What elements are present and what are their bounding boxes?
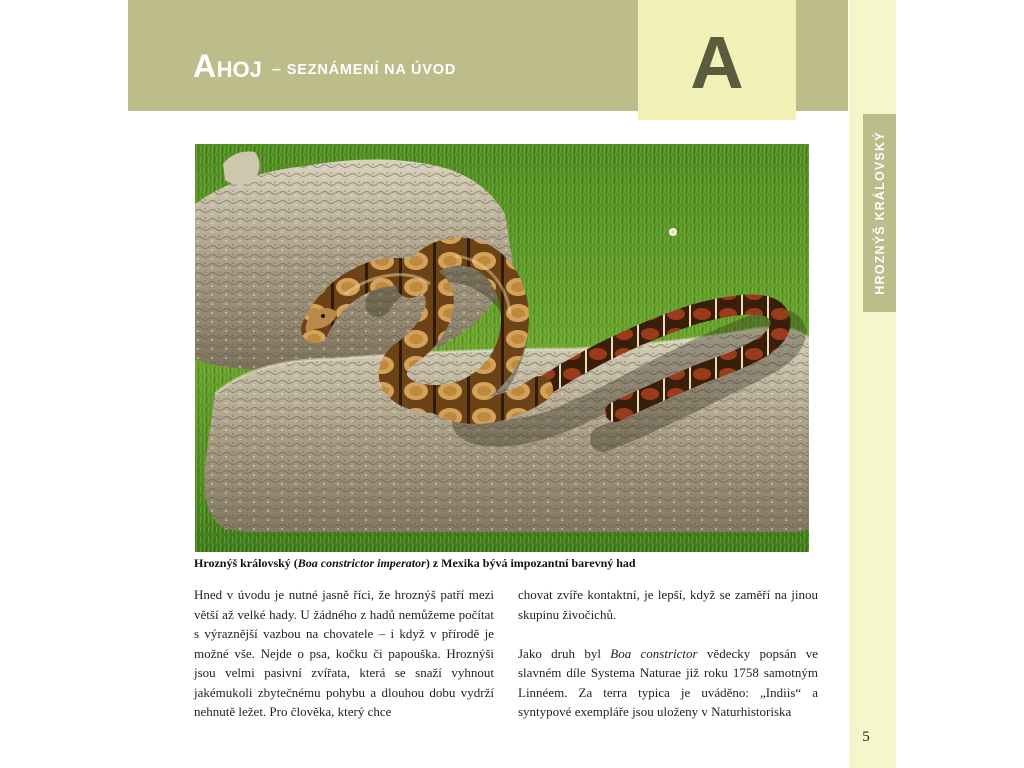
title-dash: – <box>271 61 281 78</box>
paragraph-text: vědecky popsán ve slavném díle Systema Naturae již roku 1758 samotným Linnéem. Za terra typica je uváděno: „Indiis“ a syntypové exempláře jsou uloženy v Naturhistoriska <box>518 645 818 719</box>
body-paragraph: chovat zvíře kontaktní, je lepší, když se zaměří na jinou skupinu živočichů. <box>518 587 818 622</box>
snake-photo <box>195 144 809 552</box>
chapter-title <box>193 50 456 82</box>
page-number: 5 <box>862 729 870 745</box>
body-column-right <box>518 585 818 722</box>
side-tab-label: HROZNÝŠ KRÁLOVSKÝ <box>872 131 887 295</box>
body-paragraph <box>518 644 818 722</box>
paragraph-text: Jako druh byl <box>518 645 611 661</box>
caption-part2: ) z Mexika bývá impozantní barevný had <box>425 556 636 570</box>
body-column-left <box>194 585 494 722</box>
body-paragraph: Hned v úvodu je nutné jasně říci, že hroznýš patří mezi větší až velké hady. U žádného z hadů nemůžeme počítat s výraznější vazbou na chovatele – i když v přírodě je možné vše. Nejde o psa, kočku či papouška. Hroznýši jsou velmi pasivní zvířata, která se snaží vyhnout jakémukoli zbytečnému pohybu a dlouhou dobu vydrží nehnutě ležet. Pro člověka, který chce <box>194 587 494 719</box>
photo-caption <box>194 556 834 571</box>
caption-part1: Hroznýš královský ( <box>194 556 298 570</box>
caption-species: Boa constrictor imperator <box>297 556 426 570</box>
title-subtitle: SEZNÁMENÍ NA ÚVOD <box>286 62 457 78</box>
chapter-letter: A <box>690 21 744 104</box>
species-name: Boa constrictor <box>610 645 698 661</box>
title-initial: A <box>193 48 217 84</box>
chapter-letter-box <box>638 0 796 120</box>
title-rest: HOJ <box>216 57 262 82</box>
side-tab <box>863 114 896 312</box>
